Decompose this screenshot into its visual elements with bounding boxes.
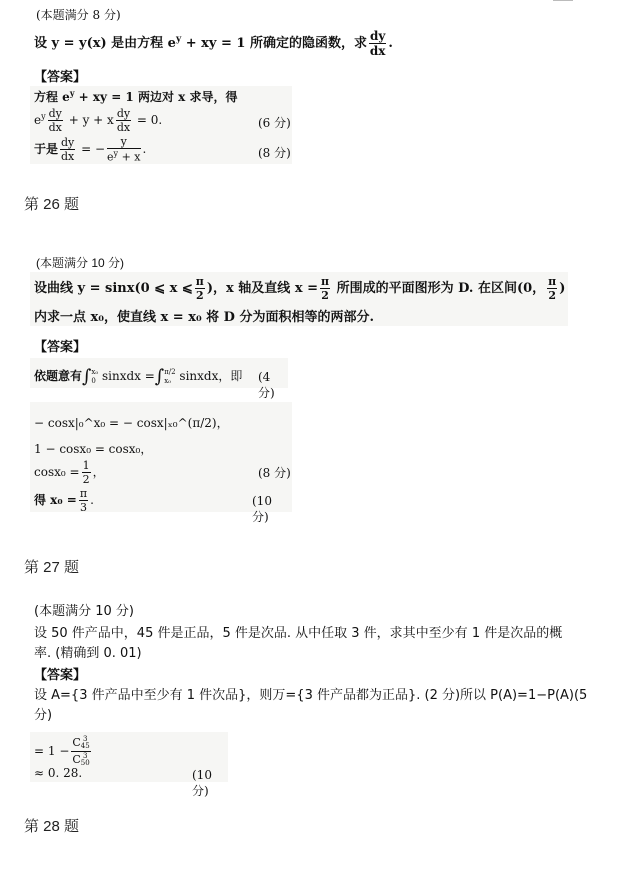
heading-q26: 第 26 题 (24, 196, 80, 213)
q27-answer-label: 【答案】 (34, 668, 87, 683)
q26-answer-line1: 依题意有∫ x₀ 0 sinxdx =∫ π/2 x₀ sinxdx，即 (34, 366, 243, 387)
q26-answer-line3: 1 − cosx₀ = cosx₀， (34, 442, 153, 456)
q27-eq1: = 1 − C 3 45 C 3 50 (34, 735, 90, 767)
q25-score-2: (8 分) (258, 146, 291, 160)
heading-q27: 第 27 题 (24, 559, 80, 576)
q26-answer-scan-1 (30, 358, 288, 400)
q26-answer-scan-2 (30, 402, 292, 524)
q27-points: (本题满分 10 分) (34, 604, 134, 619)
q25-answer-scan (30, 86, 292, 164)
q26-question-scan (30, 272, 568, 326)
q25-answer-label: 【答案】 (34, 70, 87, 85)
q25-question-frac: $\frac{dy}{dx}$ (369, 29, 386, 58)
q25-points: (本题满分 8 分) (36, 8, 121, 22)
q26-points: (本题满分 10 分) (36, 256, 125, 270)
q25-question-text-2: + xy = 1 所确定的隐函数，求 (181, 36, 367, 51)
q25-question: 设 y = y(x) 是由方程 $e^y$ + xy = 1 所确定的隐函数，求 $\frac{dy}{dx}$ . (34, 29, 393, 58)
q25-score-1: (6 分) (258, 116, 291, 130)
q26-question-line2: 内求一点 x₀，使直线 x = x₀ 将 D 分为面积相等的两部分. (34, 310, 375, 325)
q25-question-text: 设 y = y(x) 是由方程 e (34, 36, 176, 51)
q25-answer-line1: 方程 $e^y$ + xy = 1 两边对 x 求导，得 (34, 88, 238, 104)
q27-answer-scan (30, 732, 228, 798)
q26-score-1: (4 分) (258, 370, 275, 400)
page-edge-line (553, 0, 573, 1)
q27-question-line1: 设 50 件产品中，45 件是正品，5 件是次品. 从中任取 3 件，求其中至少有 1 件是次品的概 (34, 626, 563, 641)
q26-question-line1: 设曲线 y = sinx(0 ⩽ x ⩽ $\frac{\pi}{2}$ )，x 轴及直线 x = $\frac{\pi}{2}$ 所围成的平面图形为 D. 在区间(0， $\frac{\pi}{2}$ ) (34, 275, 566, 302)
q25-question-sup: y (175, 34, 182, 45)
q25-answer-line2: $e^y$ $\frac{dy}{dx}$ + y + x $\frac{dy}{dx}$ = 0. (34, 107, 163, 134)
heading-q28: 第 28 题 (24, 818, 80, 835)
q27-answer-line1: 设 A={3 件产品中至少有 1 件次品}，则万={3 件产品都为正品}. (2 分)所以 P(A)=1−P(A)(5 (34, 688, 588, 703)
q26-answer-line2: − cosx|₀^x₀ = − cosx|ₓ₀^(π/2)， (34, 416, 229, 430)
q26-answer-label: 【答案】 (34, 340, 87, 355)
q26-answer-line4: cosx₀ = $\frac{1}{2}$ ， (34, 459, 105, 486)
q26-answer-line5: 得 x₀ = $\frac{\pi}{3}$ . (34, 487, 94, 514)
q27-answer-line2: 分) (34, 708, 53, 723)
q27-eq2: ≈ 0. 28. (34, 766, 83, 780)
q27-question-line2: 率. (精确到 0. 01) (34, 646, 142, 661)
q27-score: (10 分) (192, 768, 212, 798)
q26-score-3: (10 分) (252, 494, 272, 524)
q25-answer-line3: 于是 $\frac{dy}{dx}$ = − $\frac{y}{e^y + x}$ . (34, 135, 147, 164)
q26-score-2: (8 分) (258, 466, 291, 480)
